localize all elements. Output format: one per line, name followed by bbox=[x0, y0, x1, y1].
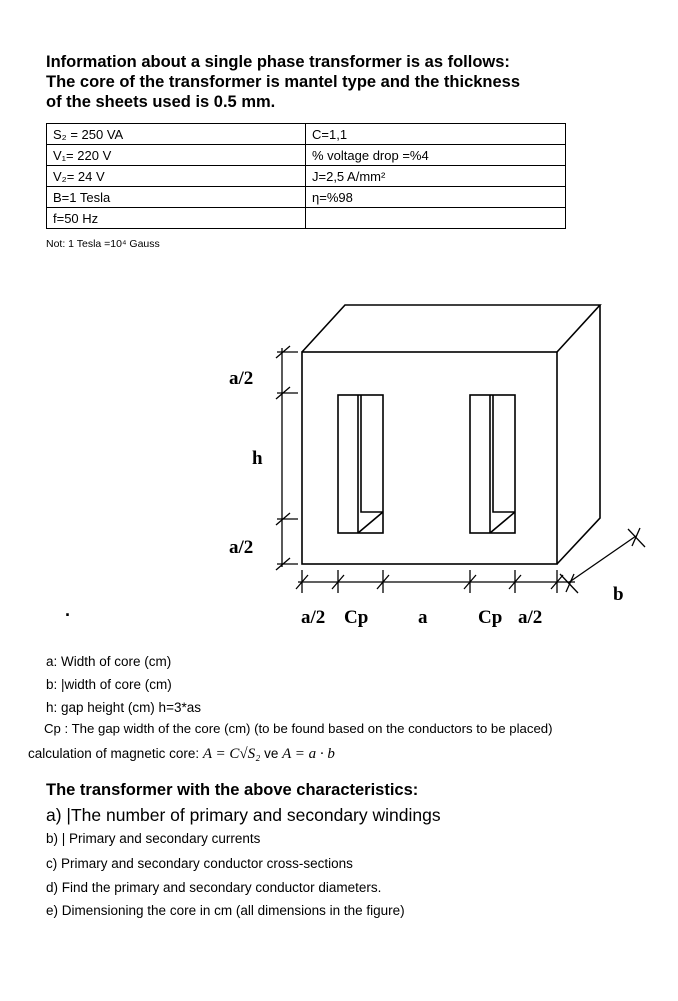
table-row bbox=[47, 145, 566, 166]
label-h: h bbox=[252, 448, 263, 469]
question-d: d) Find the primary and secondary conductor diameters. bbox=[46, 880, 382, 895]
definition-a: a: Width of core (cm) bbox=[46, 654, 172, 669]
core-top-face bbox=[302, 305, 600, 352]
spec-table bbox=[46, 123, 566, 229]
table-cell: J=2,5 A/mm² bbox=[306, 166, 566, 187]
height-dimension-line bbox=[276, 346, 298, 570]
heading-line-3: of the sheets used is 0.5 mm. bbox=[46, 93, 276, 111]
table-row bbox=[47, 124, 566, 145]
definition-b: b: |width of core (cm) bbox=[46, 677, 172, 692]
question-b: b) | Primary and secondary currents bbox=[46, 831, 261, 846]
table-cell: B=1 Tesla bbox=[47, 187, 306, 208]
table-cell: f=50 Hz bbox=[47, 208, 306, 229]
questions-title: The transformer with the above characteristics: bbox=[46, 781, 419, 799]
depth-dimension-line bbox=[560, 528, 645, 593]
unit-note: Not: 1 Tesla =10⁴ Gauss bbox=[46, 238, 160, 250]
label-a2-top: a/2 bbox=[229, 368, 254, 389]
table-row bbox=[47, 166, 566, 187]
transformer-core-figure bbox=[0, 280, 678, 640]
label-bottom-a: a bbox=[418, 607, 428, 628]
table-cell: V₁= 220 V bbox=[47, 145, 306, 166]
left-window bbox=[338, 395, 383, 533]
definition-cp: Cp : The gap width of the core (cm) (to be found based on the conductors to be placed) bbox=[44, 721, 553, 736]
formula-area-c-root-s2: A = C√S₂ bbox=[202, 746, 261, 762]
table-cell: S₂ = 250 VA bbox=[47, 124, 306, 145]
table-row bbox=[47, 208, 566, 229]
label-b: b bbox=[613, 584, 624, 605]
core-formula bbox=[28, 746, 335, 763]
label-bottom-cp-right: Cp bbox=[478, 607, 503, 628]
right-window bbox=[470, 395, 515, 533]
label-bottom-a2-right: a/2 bbox=[518, 607, 543, 628]
heading-line-2: The core of the transformer is mantel type and the thickness bbox=[46, 73, 521, 91]
width-dimension-line bbox=[296, 570, 575, 593]
label-bottom-a2-left: a/2 bbox=[301, 607, 326, 628]
label-a2-bottom: a/2 bbox=[229, 537, 254, 558]
problem-heading bbox=[46, 52, 646, 112]
table-row bbox=[47, 187, 566, 208]
stray-dot: . bbox=[65, 600, 71, 620]
definition-h: h: gap height (cm) h=3*as bbox=[46, 700, 201, 715]
formula-middle: ve bbox=[260, 746, 283, 761]
question-e: e) Dimensioning the core in cm (all dimensions in the figure) bbox=[46, 903, 405, 918]
table-cell: % voltage drop =%4 bbox=[306, 145, 566, 166]
table-cell: η=%98 bbox=[306, 187, 566, 208]
formula-area-ab: A = a · b bbox=[282, 746, 335, 762]
label-bottom-cp-left: Cp bbox=[344, 607, 369, 628]
question-c: c) Primary and secondary conductor cross-sections bbox=[46, 856, 353, 871]
table-cell: V₂= 24 V bbox=[47, 166, 306, 187]
table-cell: C=1,1 bbox=[306, 124, 566, 145]
heading-line-1: Information about a single phase transformer is as follows: bbox=[46, 53, 510, 71]
table-cell bbox=[306, 208, 566, 229]
question-a: a) |The number of primary and secondary windings bbox=[46, 805, 441, 825]
formula-prefix: calculation of magnetic core: bbox=[28, 746, 203, 761]
